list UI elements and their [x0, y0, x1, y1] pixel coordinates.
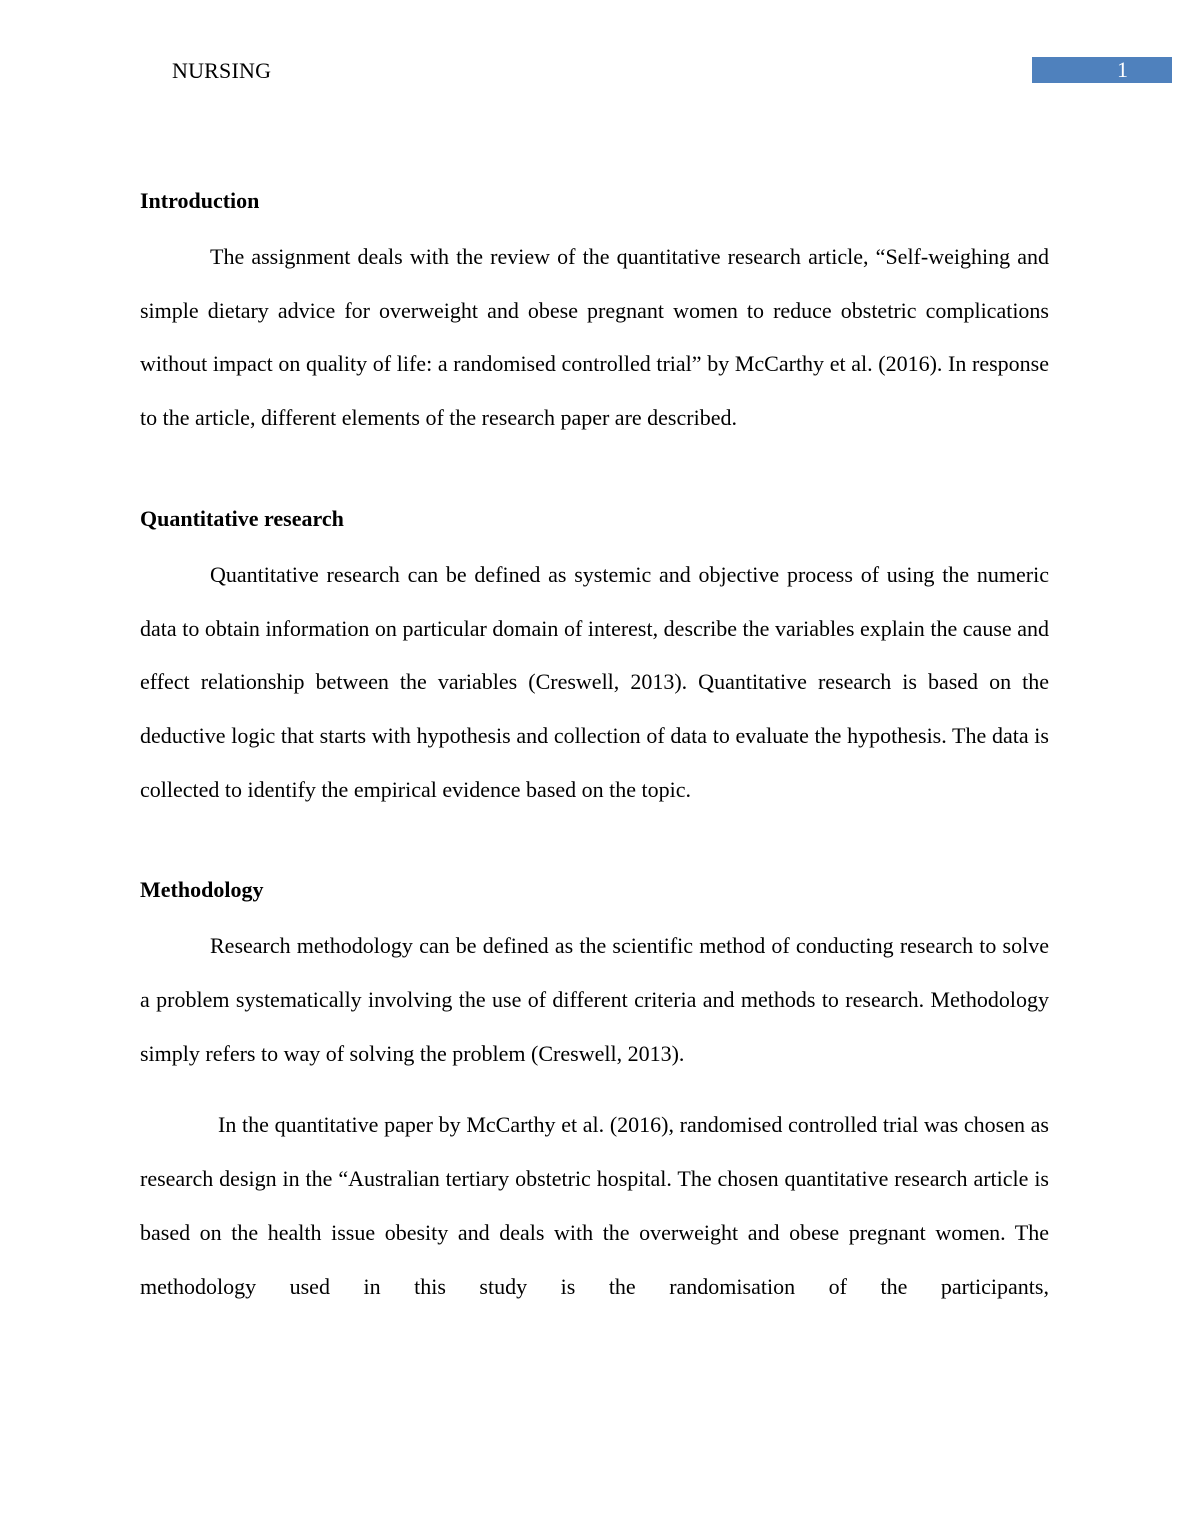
heading-quantitative-research: Quantitative research	[140, 505, 344, 531]
paragraph-methodology-1: Research methodology can be defined as the scientific method of conducting research to solve a problem systematically involving the use of different criteria and methods to research. Methodology simply refers to way of solving the problem (Creswell, 2013).	[140, 933, 1049, 1066]
paragraph-methodology-2: In the quantitative paper by McCarthy et al. (2016), randomised controlled trial was chosen as research design in the “Australian tertiary obstetric hospital. The chosen quantitative research article is based on the health issue obesity and deals with the overweight and obese pregnant women. The methodology used in this study is the randomisation of the participants,	[140, 1112, 1049, 1299]
paragraph-introduction: The assignment deals with the review of the quantitative research article, “Self-weighing and simple dietary advice for overweight and obese pregnant women to reduce obstetric complications without impact on quality of life: a randomised controlled trial” by McCarthy et al. (2016). In response to the article, different elements of the research paper are described.	[140, 244, 1049, 431]
heading-introduction: Introduction	[140, 188, 260, 213]
page-number: 1	[1117, 57, 1128, 82]
paragraph-quantitative-research: Quantitative research can be defined as systemic and objective process of using the numeric data to obtain information on particular domain of interest, describe the variables explain the cause and effect relationship between the variables (Creswell, 2013). Quantitative research is based on the deductive logic that starts with hypothesis and collection of data to evaluate the hypothesis. The data is collected to identify the empirical evidence based on the topic.	[140, 561, 1049, 802]
heading-methodology: Methodology	[140, 877, 264, 903]
document-body	[140, 180, 1049, 1313]
page-number-badge	[1032, 57, 1172, 83]
running-head: NURSING	[172, 58, 272, 83]
